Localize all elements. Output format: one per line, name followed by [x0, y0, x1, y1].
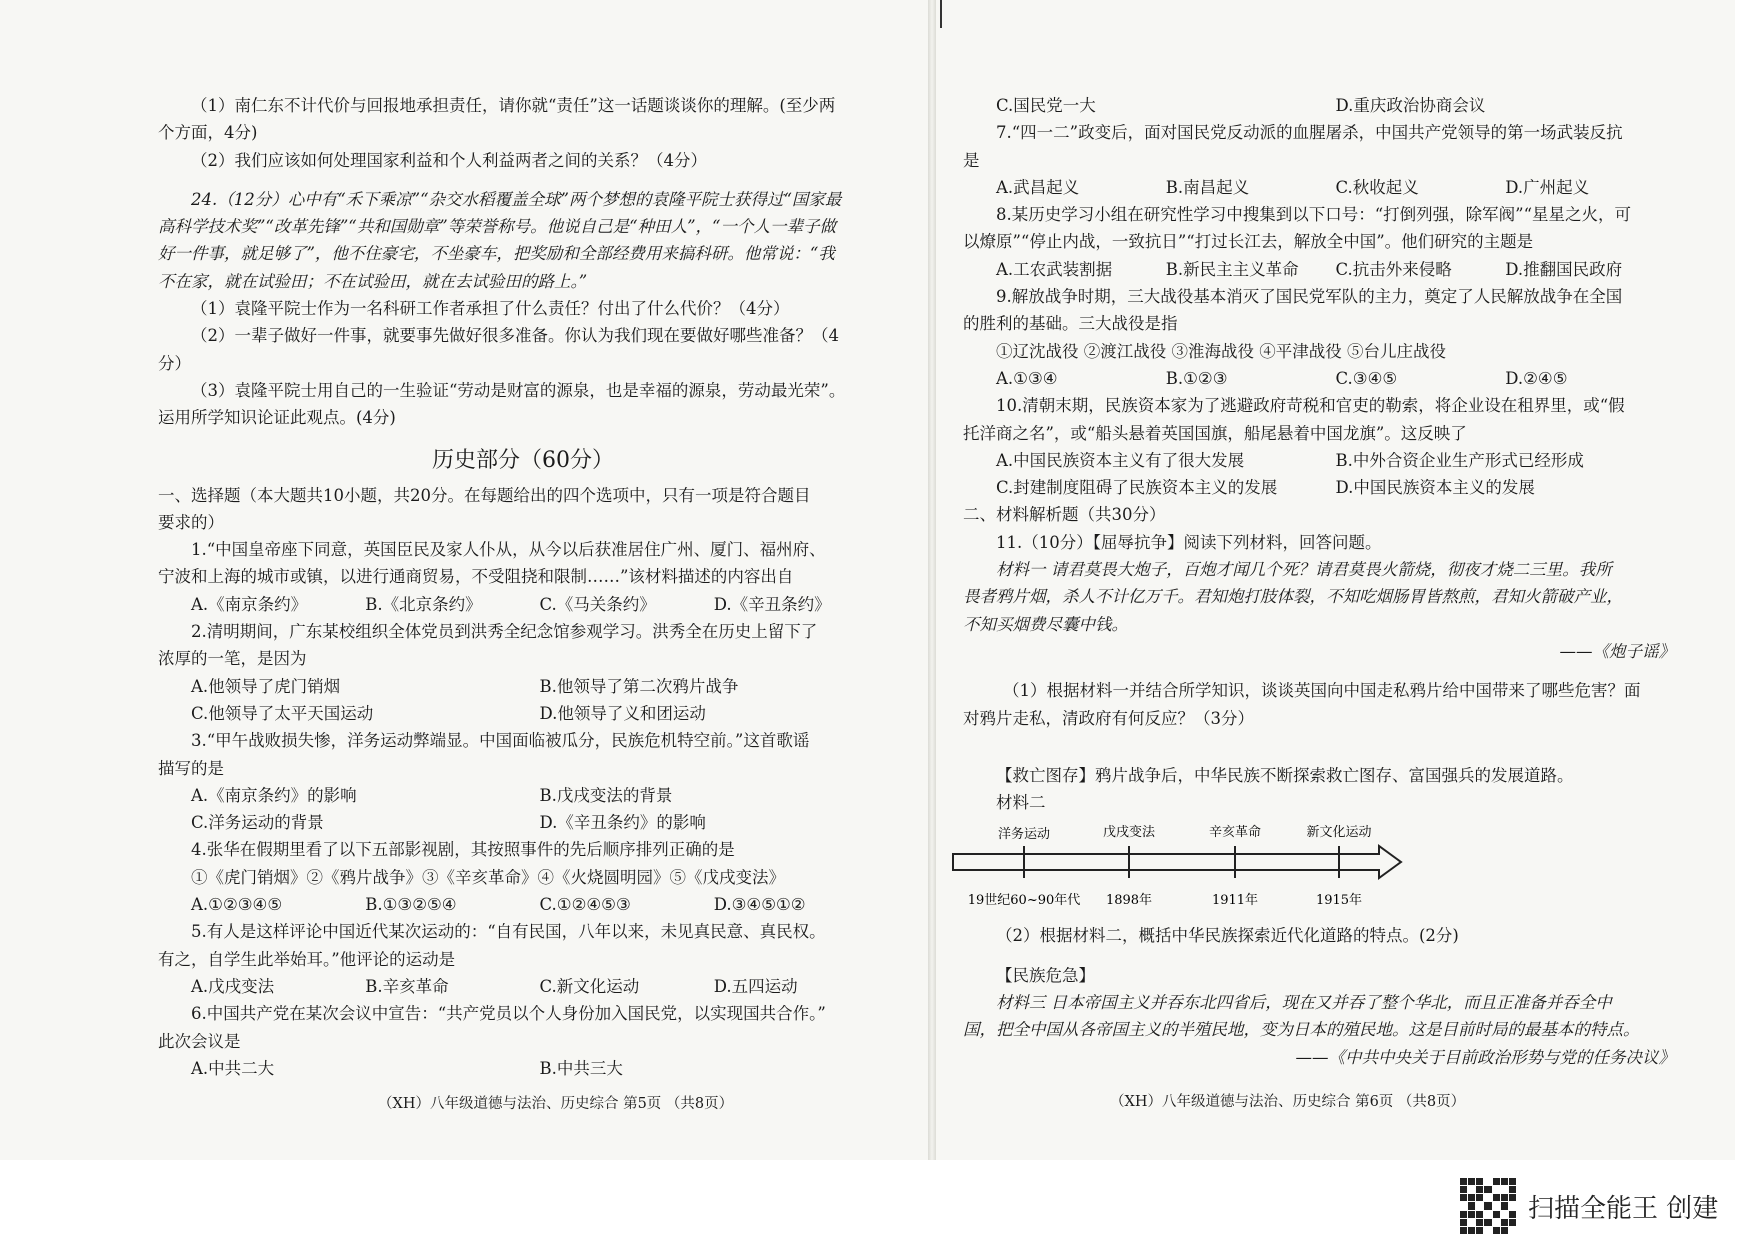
q10-option-d: D.中国民族资本主义的发展 — [1335, 478, 1535, 498]
q24-sub-3-cont: 运用所学知识论证此观点。(4分) — [158, 408, 396, 428]
q3-stem-cont: 描写的是 — [158, 758, 224, 778]
timeline-event: 新文化运动 — [1306, 825, 1372, 841]
q9-option-b: B.①②③ — [1165, 368, 1228, 388]
q2-option-c: C.他领导了太平天国运动 — [191, 703, 374, 723]
q10-stem: 10.清朝末期，民族资本家为了逃避政府苛税和官吏的勒索，将企业设在租界里，或“假 — [996, 396, 1625, 416]
q8-option-c: C.抗击外来侵略 — [1335, 259, 1452, 279]
material2-label: 材料二 — [996, 793, 1046, 813]
timeline-date: 1911年 — [1211, 893, 1259, 909]
page-fold — [928, 0, 936, 1160]
choice-instructions-cont: 要求的） — [158, 512, 224, 532]
q6-options-cont — [963, 92, 1675, 119]
q8-options — [963, 256, 1675, 283]
timeline-event: 戊戌变法 — [1102, 825, 1156, 841]
q4-stem: 4.张华在假期里看了以下五部影视剧，其按照事件的先后顺序排列正确的是 — [191, 840, 735, 860]
q1-stem: 1.“中国皇帝座下同意，英国臣民及家人仆从，从今以后获准居住广州、厦门、福州府、 — [191, 540, 826, 560]
q1-options — [158, 591, 888, 618]
timeline-event: 辛亥革命 — [1208, 825, 1262, 841]
q2-options — [158, 673, 888, 728]
q9-option-c: C.③④⑤ — [1335, 368, 1398, 388]
q24-sub-1: （1）袁隆平院士作为一名科研工作者承担了什么责任？付出了什么代价？（4分） — [191, 299, 790, 319]
q1-option-a: A.《南京条约》 — [191, 594, 308, 614]
q9-options — [963, 365, 1675, 392]
q4-option-d: D.③④⑤①② — [713, 895, 806, 915]
material1-line: 畏者鸦片烟，杀人不计亿万千。君知炮打肢体裂，不知吃烟肠胃皆熬煎，君知火箭破产业， — [963, 587, 1623, 607]
q6-option-d: D.重庆政治协商会议 — [1335, 96, 1486, 115]
q7-stem-cont: 是 — [963, 150, 980, 170]
q4-option-a: A.①②③④⑤ — [191, 895, 283, 915]
q7-stem: 7.“四一二”政变后，面对国民党反动派的血腥屠杀，中国共产党领导的第一场武装反抗 — [996, 123, 1623, 143]
q9-option-a: A.①③④ — [996, 368, 1058, 388]
q4-option-c: C.①②④⑤③ — [539, 895, 631, 915]
q5-option-b: B.辛亥革命 — [365, 976, 449, 996]
q10-option-a: A.中国民族资本主义有了很大发展 — [996, 450, 1245, 470]
timeline-date: 1915年 — [1315, 893, 1363, 909]
q8-option-a: A.工农武装割据 — [996, 259, 1113, 279]
q11-sub-1: （1）根据材料一并结合所学知识，谈谈英国向中国走私鸦片给中国带来了哪些危害？面 — [1003, 681, 1641, 701]
q7-option-c: C.秋收起义 — [1335, 177, 1419, 197]
q6-stem: 6.中国共产党在某次会议中宣告：“共产党员以个人身份加入国民党，以实现国共合作。” — [191, 1004, 826, 1024]
q11-sub-1-cont: 对鸦片走私，清政府有何反应？（3分） — [963, 708, 1254, 728]
q4-option-b: B.①③②⑤④ — [365, 895, 457, 915]
q3-options — [158, 782, 888, 837]
material1-line: 不知买烟费尽囊中钱。 — [963, 614, 1128, 634]
q7-option-d: D.广州起义 — [1505, 177, 1590, 197]
q5-options — [158, 973, 888, 1000]
q10-options — [963, 447, 1675, 502]
choice-instructions: 一、选择题（本大题共10小题，共20分。在每题给出的四个选项中，只有一项是符合题目 — [158, 485, 811, 505]
q6-option-a: A.中共二大 — [191, 1058, 275, 1078]
q2-option-d: D.他领导了义和团运动 — [539, 703, 706, 723]
q3-option-c: C.洋务运动的背景 — [191, 813, 324, 833]
q9-stem: 9.解放战争时期，三大战役基本消灭了国民党军队的主力，奠定了人民解放战争在全国 — [996, 287, 1623, 307]
q11-sub-2: （2）根据材料二，概括中华民族探索近代化道路的特点。(2分) — [996, 926, 1459, 946]
q9-stem-cont: 的胜利的基础。三大战役是指 — [963, 314, 1178, 334]
material1-source: ——《炮子谣》 — [1559, 641, 1675, 661]
q24-line: 24.（12分）心中有“禾下乘凉”“杂交水稻覆盖全球”两个梦想的袁隆平院士获得过“国家最 — [191, 189, 842, 209]
q6-options — [158, 1055, 888, 1082]
q3-stem: 3.“甲午战败损失惨，洋务运动弊端显。中国面临被瓜分，民族危机特空前。”这首歌谣 — [191, 731, 810, 751]
q3-option-a: A.《南京条约》的影响 — [191, 785, 357, 805]
right-column — [963, 92, 1675, 1071]
timeline-date: 19世纪60~90年代 — [967, 893, 1081, 909]
minzu-title: 【民族危急】 — [996, 965, 1095, 985]
q1-option-b: B.《北京条约》 — [365, 594, 482, 614]
material3-line: 材料三 日本帝国主义并吞东北四省后，现在又并吞了整个华北，而且正准备并吞全中 — [996, 993, 1612, 1013]
brand-label: 扫描全能王 创建 — [1528, 1193, 1719, 1224]
q7-options — [963, 174, 1675, 201]
q3-option-d: D.《辛丑条约》的影响 — [539, 813, 706, 833]
q10-stem-cont: 托洋商之名”，或“船头悬着英国国旗，船尾悬着中国龙旗”。这反映了 — [963, 423, 1467, 443]
material1-line: 材料一 请君莫畏大炮子，百炮才闻几个死？请君莫畏火箭烧，彻夜才烧二三里。我所 — [996, 560, 1612, 580]
q11-intro: 11.（10分）【屈辱抗争】阅读下列材料，回答问题。 — [996, 532, 1382, 552]
q24-sub-3: （3）袁隆平院士用自己的一生验证“劳动是财富的源泉，也是幸福的源泉，劳动最光荣”。 — [191, 380, 846, 400]
q24-line: 高科学技术奖”“改革先锋”“共和国勋章”等荣誉称号。他说自己是“种田人”，“一个人一辈子做 — [158, 217, 836, 237]
q4-items: ①《虎门销烟》②《鸦片战争》③《辛亥革命》④《火烧圆明园》⑤《戊戌变法》 — [191, 867, 785, 887]
q2-option-b: B.他领导了第二次鸦片战争 — [539, 676, 739, 696]
q2-option-a: A.他领导了虎门销烟 — [191, 676, 341, 696]
q5-option-a: A.戊戌变法 — [191, 976, 275, 996]
q6-stem-cont: 此次会议是 — [158, 1031, 241, 1051]
q23-sub-1: （1）南仁东不计代价与回报地承担责任，请你就“责任”这一话题谈谈你的理解。(至少两 — [191, 96, 836, 115]
part2-title: 二、材料解析题（共30分） — [963, 505, 1166, 525]
q5-stem-cont: 有之，自学生此举始耳。”他评论的运动是 — [158, 949, 456, 969]
left-column — [158, 92, 888, 1082]
q9-items: ①辽沈战役 ②渡江战役 ③淮海战役 ④平津战役 ⑤台儿庄战役 — [996, 341, 1446, 361]
material3-line: 国，把全中国从各帝国主义的半殖民地，变为日本的殖民地。这是目前时局的最基本的特点。 — [963, 1020, 1640, 1040]
right-footer: （XH）八年级道德与法治、历史综合 第6页 （共8页） — [1110, 1094, 1466, 1110]
qr-code-icon — [1460, 1178, 1516, 1234]
pen-mark — [940, 0, 946, 28]
q24-line: 不在家，就在试验田；不在试验田，就在去试验田的路上。” — [158, 271, 588, 291]
q4-options — [158, 891, 888, 918]
q7-option-b: B.南昌起义 — [1165, 177, 1250, 197]
timeline — [963, 820, 1675, 920]
q5-stem: 5.有人是这样评论中国近代某次运动的：“自有民国，八年以来，未见真民意、真民权。 — [191, 922, 826, 942]
q10-option-b: B.中外合资企业生产形式已经形成 — [1335, 450, 1584, 470]
timeline-graphic — [949, 820, 1409, 920]
material3-source: ——《中共中央关于目前政治形势与党的任务决议》 — [1295, 1047, 1675, 1067]
q24-sub-2-cont: 分） — [158, 353, 191, 373]
history-section-title: 历史部分（60分） — [432, 447, 614, 473]
q5-option-c: C.新文化运动 — [539, 976, 640, 996]
q1-stem-cont: 宁波和上海的城市或镇，以进行通商贸易，不受阻挠和限制……”该材料描述的内容出自 — [158, 567, 794, 587]
q8-stem-cont: 以燎原”“停止内战，一致抗日”“打过长江去，解放全中国”。他们研究的主题是 — [963, 232, 1534, 252]
q2-stem: 2.清明期间，广东某校组织全体党员到洪秀全纪念馆参观学习。洪秀全在历史上留下了 — [191, 622, 818, 642]
left-footer: （XH）八年级道德与法治、历史综合 第5页 （共8页） — [378, 1096, 734, 1112]
timeline-arrow — [953, 846, 1401, 878]
q1-option-d: D.《辛丑条约》 — [713, 594, 831, 614]
q9-option-d: D.②④⑤ — [1505, 368, 1568, 388]
q23-sub-1-cont: 个方面，4分) — [158, 123, 258, 143]
timeline-event: 洋务运动 — [997, 827, 1051, 843]
q5-option-d: D.五四运动 — [713, 976, 798, 996]
timeline-date: 1898年 — [1105, 893, 1153, 909]
q10-option-c: C.封建制度阻碍了民族资本主义的发展 — [996, 478, 1278, 498]
q1-option-c: C.《马关条约》 — [539, 594, 656, 614]
q8-option-d: D.推翻国民政府 — [1505, 259, 1623, 279]
q23-sub-2: （2）我们应该如何处理国家利益和个人利益两者之间的关系？（4分） — [191, 150, 707, 170]
q8-option-b: B.新民主主义革命 — [1165, 259, 1299, 279]
q24-sub-2: （2）一辈子做好一件事，就要事先做好很多准备。你认为我们现在要做好哪些准备？（4 — [191, 326, 839, 346]
q24-line: 好一件事，就足够了”，他不住豪宅，不坐豪车，把奖励和全部经费用来搞科研。他常说：“我 — [158, 244, 835, 264]
q8-stem: 8.某历史学习小组在研究性学习中搜集到以下口号：“打倒列强，除军阀”“星星之火，可 — [996, 205, 1632, 225]
jiuwang-intro: 【救亡图存】鸦片战争后，中华民族不断探索救亡图存、富国强兵的发展道路。 — [996, 765, 1574, 785]
q7-option-a: A.武昌起义 — [996, 177, 1080, 197]
scanner-watermark — [1460, 1178, 1718, 1234]
q6-option-b: B.中共三大 — [539, 1058, 623, 1078]
q3-option-b: B.戊戌变法的背景 — [539, 785, 673, 805]
q6-option-c: C.国民党一大 — [996, 96, 1096, 115]
q2-stem-cont: 浓厚的一笔，是因为 — [158, 649, 307, 669]
